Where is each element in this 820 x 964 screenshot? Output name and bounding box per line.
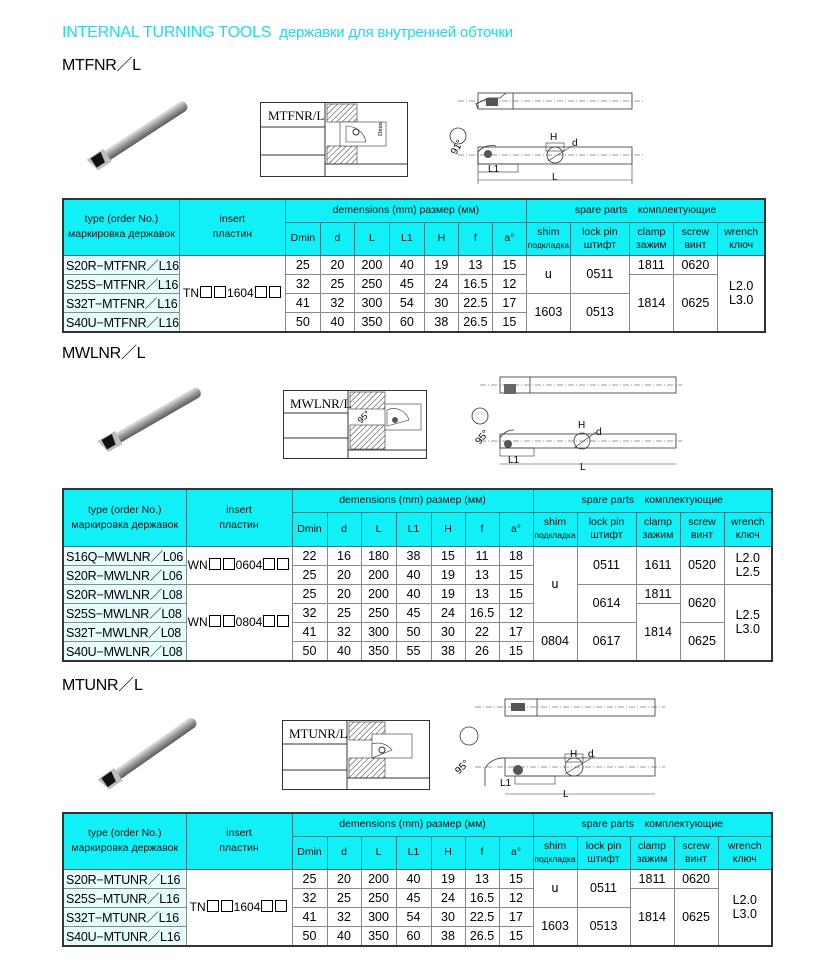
cell-H: 38	[431, 926, 465, 946]
cell-clamp: 1814	[636, 603, 680, 661]
dim-l1-mtfnr: L1	[488, 164, 500, 175]
cell-wrench: L2.0 L3.0	[718, 869, 772, 946]
cell-d: 25	[327, 888, 361, 907]
header-H: H	[431, 512, 465, 546]
cell-dmin: 32	[292, 603, 327, 622]
header-L1: L1	[396, 512, 431, 546]
header-wrench: wrench ключ	[718, 836, 772, 869]
cell-type: S40U−MTUNR／L16	[63, 926, 186, 946]
cell-dmin: 25	[292, 869, 327, 888]
cell-f: 13	[458, 255, 492, 274]
cell-L: 200	[361, 869, 396, 888]
cell-shim: 1603	[526, 293, 570, 332]
header-lockpin: lock pin штифт	[570, 222, 629, 255]
cell-dmin: 25	[285, 255, 320, 274]
cell-dmin: 25	[292, 584, 327, 603]
cell-f: 13	[465, 565, 499, 584]
header-dimensions: demensions (mm) размер (мм)	[292, 813, 533, 836]
cell-f: 16.5	[465, 888, 499, 907]
cell-L: 250	[361, 603, 396, 622]
section-title-mtfnr: MTFNR／L	[62, 57, 141, 74]
cell-dmin: 50	[285, 312, 320, 332]
cell-screw: 0625	[674, 888, 718, 946]
cell-L: 180	[361, 546, 396, 565]
cell-insert: WN 0604	[186, 546, 292, 584]
table-row	[63, 584, 772, 603]
cell-a: 15	[499, 584, 533, 603]
cell-d: 16	[327, 546, 361, 565]
cell-L1: 54	[396, 907, 431, 926]
header-dmin: Dmin	[285, 222, 320, 255]
cell-f: 16.5	[458, 274, 492, 293]
cell-type: S20R−MTFNR／L16	[63, 255, 179, 274]
header-screw: screw винт	[673, 222, 717, 255]
header-d: d	[327, 836, 361, 869]
dim-h-mtfnr: H	[550, 132, 558, 143]
cell-wrench: L2.5 L3.0	[724, 584, 772, 661]
cell-L: 200	[361, 565, 396, 584]
cell-H: 24	[431, 603, 465, 622]
cell-L: 300	[361, 622, 396, 641]
cell-wrench: L2.0 L3.0	[717, 255, 765, 332]
table-row	[63, 546, 772, 565]
cell-L1: 40	[396, 565, 431, 584]
cell-H: 38	[424, 312, 458, 332]
cell-type: S25S−MTFNR／L16	[63, 274, 179, 293]
cell-H: 19	[431, 565, 465, 584]
header-insert: insert пластин	[179, 199, 285, 255]
schematic-mtunr	[455, 694, 695, 802]
header-shim: shim подкладка	[533, 836, 577, 869]
page-title-en: INTERNAL TURNING TOOLS	[62, 24, 272, 41]
cell-type: S32T−MTFNR／L16	[63, 293, 179, 312]
header-L: L	[354, 222, 389, 255]
cell-dmin: 41	[285, 293, 320, 312]
cell-L: 250	[361, 888, 396, 907]
dim-h-mtunr: H	[570, 749, 578, 760]
cell-type: S40U−MTFNR／L16	[63, 312, 179, 332]
drawing-label-mtfnr: MTFNR/L	[268, 108, 325, 123]
header-lockpin: lock pin штифт	[577, 512, 636, 546]
cell-a: 15	[492, 312, 526, 332]
cell-shim: 1603	[533, 907, 577, 946]
cell-shim: u	[526, 255, 570, 293]
cell-lockpin: 0617	[577, 622, 636, 661]
cell-a: 12	[492, 274, 526, 293]
drawing-angle-inset-mwlnr: 95°	[355, 408, 373, 426]
header-type: type (order No.) маркировка державок	[63, 199, 179, 255]
cell-lockpin: 0511	[570, 255, 629, 293]
header-a: a°	[499, 836, 533, 869]
cell-f: 22.5	[458, 293, 492, 312]
cell-type: S16Q−MWLNR／L06	[63, 546, 186, 565]
header-a: a°	[492, 222, 526, 255]
cell-dmin: 32	[285, 274, 320, 293]
cell-screw: 0620	[674, 869, 718, 888]
tool-photo-mtunr	[88, 714, 213, 794]
spec-table-mtfnr	[62, 198, 766, 333]
dim-l-mwlnr: L	[580, 462, 586, 473]
cell-a: 15	[499, 565, 533, 584]
header-clamp: clamp зажим	[629, 222, 673, 255]
cell-L1: 40	[396, 869, 431, 888]
cell-type: S32T−MWLNR／L08	[63, 622, 186, 641]
cell-a: 18	[499, 546, 533, 565]
cell-a: 12	[499, 888, 533, 907]
header-dimensions: demensions (mm) размер (мм)	[285, 199, 526, 222]
cell-d: 32	[327, 907, 361, 926]
header-spare-parts: spare parts комплектующие	[533, 813, 772, 836]
cell-dmin: 32	[292, 888, 327, 907]
cell-f: 26.5	[465, 926, 499, 946]
header-H: H	[431, 836, 465, 869]
table-row	[63, 888, 772, 907]
page-title-ru: державки для внутренней обточки	[279, 24, 513, 41]
header-wrench: wrench ключ	[724, 512, 772, 546]
cell-H: 19	[424, 255, 458, 274]
cell-insert: TN 1604	[179, 255, 285, 332]
header-type: type (order No.) маркировка державок	[63, 813, 186, 869]
cell-L: 300	[361, 907, 396, 926]
cell-H: 24	[424, 274, 458, 293]
cell-type: S25S−MTUNR／L16	[63, 888, 186, 907]
cell-L1: 60	[396, 926, 431, 946]
cell-clamp: 1611	[636, 546, 680, 584]
dim-l-mtfnr: L	[552, 172, 558, 183]
table-row	[63, 255, 765, 274]
cell-d: 25	[327, 603, 361, 622]
section-title-mwlnr: MWLNR／L	[62, 345, 146, 362]
cell-d: 32	[320, 293, 354, 312]
table-row	[63, 603, 772, 622]
header-clamp: clamp зажим	[630, 836, 674, 869]
cell-lockpin: 0614	[577, 584, 636, 622]
cell-L1: 45	[389, 274, 424, 293]
header-insert: insert пластин	[186, 813, 292, 869]
cell-L: 350	[361, 926, 396, 946]
cell-H: 19	[431, 584, 465, 603]
cell-d: 40	[320, 312, 354, 332]
drawing-label-mtunr: MTUNR/L	[289, 726, 348, 741]
dim-l1-mtunr: L1	[500, 778, 512, 789]
cell-screw: 0625	[673, 274, 717, 332]
table-row	[63, 869, 772, 888]
header-dmin: Dmin	[292, 836, 327, 869]
cell-type: S40U−MWLNR／L08	[63, 641, 186, 661]
table-row	[63, 274, 765, 293]
cell-lockpin: 0513	[577, 907, 630, 946]
header-H: H	[424, 222, 458, 255]
header-L: L	[361, 836, 396, 869]
header-insert: insert пластин	[186, 489, 292, 546]
cell-f: 26.5	[458, 312, 492, 332]
header-d: d	[320, 222, 354, 255]
cell-L: 350	[354, 312, 389, 332]
cell-shim: u	[533, 869, 577, 907]
cell-type: S20R−MWLNR／L08	[63, 584, 186, 603]
header-f: f	[465, 836, 499, 869]
cell-d: 20	[327, 584, 361, 603]
header-L: L	[361, 512, 396, 546]
header-type: type (order No.) маркировка державок	[63, 489, 186, 546]
cell-shim: u	[533, 546, 577, 622]
header-shim: shim подкладка	[533, 512, 577, 546]
cell-screw: 0620	[680, 584, 724, 622]
cell-lockpin: 0511	[577, 546, 636, 584]
cell-screw: 0620	[673, 255, 717, 274]
dim-d-mtunr: d	[588, 749, 594, 760]
drawing-label-mwlnr: MWLNR/L	[290, 396, 352, 411]
cell-lockpin: 0513	[570, 293, 629, 332]
header-shim: shim подкладка	[526, 222, 570, 255]
cell-L1: 40	[389, 255, 424, 274]
cell-insert: WN 0804	[186, 584, 292, 661]
cell-d: 25	[320, 274, 354, 293]
header-f: f	[465, 512, 499, 546]
cell-screw: 0520	[680, 546, 724, 584]
cell-clamp: 1814	[629, 274, 673, 332]
cell-a: 12	[499, 603, 533, 622]
header-spare-parts: spare parts комплектующие	[533, 489, 772, 512]
cell-wrench: L2.0 L2.5	[724, 546, 772, 584]
cell-dmin: 25	[292, 565, 327, 584]
cell-H: 24	[431, 888, 465, 907]
cell-clamp: 1811	[630, 869, 674, 888]
cell-a: 17	[492, 293, 526, 312]
cell-L1: 45	[396, 888, 431, 907]
drawing-angle-mtfnr: 91°	[449, 138, 467, 157]
header-f: f	[458, 222, 492, 255]
header-d: d	[327, 512, 361, 546]
cell-f: 13	[465, 869, 499, 888]
dim-h-mwlnr: H	[578, 420, 586, 431]
cell-L1: 38	[396, 546, 431, 565]
spec-table-mtunr	[62, 812, 773, 947]
dim-l-mtunr: L	[563, 789, 569, 800]
cell-L: 350	[361, 641, 396, 661]
cell-H: 30	[424, 293, 458, 312]
cell-dmin: 41	[292, 622, 327, 641]
cell-d: 32	[327, 622, 361, 641]
cell-shim: 0804	[533, 622, 577, 661]
section-title-mtunr: MTUNR／L	[62, 677, 143, 694]
cell-L: 250	[354, 274, 389, 293]
cell-f: 26	[465, 641, 499, 661]
cell-dmin: 41	[292, 907, 327, 926]
cell-f: 22	[465, 622, 499, 641]
cell-L1: 45	[396, 603, 431, 622]
cell-a: 17	[499, 907, 533, 926]
header-screw: screw винт	[674, 836, 718, 869]
cell-H: 30	[431, 622, 465, 641]
cell-H: 30	[431, 907, 465, 926]
header-a: a°	[499, 512, 533, 546]
cell-a: 15	[492, 255, 526, 274]
cell-dmin: 50	[292, 641, 327, 661]
cell-d: 40	[327, 926, 361, 946]
dim-d-mtfnr: d	[572, 138, 578, 149]
header-clamp: clamp зажим	[636, 512, 680, 546]
cell-d: 40	[327, 641, 361, 661]
cell-type: S20R−MTUNR／L16	[63, 869, 186, 888]
cell-lockpin: 0511	[577, 869, 630, 907]
header-dmin: Dmin	[292, 512, 327, 546]
cell-clamp: 1811	[629, 255, 673, 274]
cell-H: 19	[431, 869, 465, 888]
cell-f: 16.5	[465, 603, 499, 622]
header-screw: screw винт	[680, 512, 724, 546]
dim-d-mwlnr: d	[596, 427, 602, 438]
cell-H: 15	[431, 546, 465, 565]
header-L1: L1	[389, 222, 424, 255]
cell-L1: 40	[396, 584, 431, 603]
svg-text:Dmin: Dmin	[378, 122, 384, 136]
cell-L1: 55	[396, 641, 431, 661]
tool-photo-mtfnr	[78, 96, 203, 176]
cell-L1: 60	[389, 312, 424, 332]
cell-dmin: 50	[292, 926, 327, 946]
spec-table-mwlnr	[62, 488, 773, 662]
drawing-angle-mtunr: 95°	[453, 758, 472, 777]
cell-dmin: 22	[292, 546, 327, 565]
cell-type: S25S−MWLNR／L08	[63, 603, 186, 622]
cell-a: 15	[499, 641, 533, 661]
cell-d: 20	[320, 255, 354, 274]
cell-f: 22.5	[465, 907, 499, 926]
cell-L: 300	[354, 293, 389, 312]
cell-clamp: 1814	[630, 888, 674, 946]
tool-photo-mwlnr	[90, 380, 215, 460]
cell-d: 20	[327, 565, 361, 584]
cell-f: 13	[465, 584, 499, 603]
header-L1: L1	[396, 836, 431, 869]
cell-insert: TN 1604	[186, 869, 292, 946]
cell-H: 38	[431, 641, 465, 661]
cell-a: 15	[499, 926, 533, 946]
cell-screw: 0625	[680, 622, 724, 661]
cell-a: 17	[499, 622, 533, 641]
header-lockpin: lock pin штифт	[577, 836, 630, 869]
drawing-angle-mwlnr: 95°	[473, 428, 492, 447]
cell-L1: 50	[396, 622, 431, 641]
cell-type: S32T−MTUNR／L16	[63, 907, 186, 926]
cell-L: 200	[354, 255, 389, 274]
header-wrench: wrench ключ	[717, 222, 765, 255]
cell-L1: 54	[389, 293, 424, 312]
cell-a: 15	[499, 869, 533, 888]
schematic-mtfnr	[448, 88, 648, 192]
cell-f: 11	[465, 546, 499, 565]
header-dimensions: demensions (mm) размер (мм)	[292, 489, 533, 512]
cell-L: 200	[361, 584, 396, 603]
cell-clamp: 1811	[636, 584, 680, 603]
page-title	[62, 24, 513, 42]
dim-l1-mwlnr: L1	[508, 455, 520, 466]
cell-d: 20	[327, 869, 361, 888]
header-spare-parts: spare parts комплектующие	[526, 199, 765, 222]
cell-type: S20R−MWLNR／L06	[63, 565, 186, 584]
